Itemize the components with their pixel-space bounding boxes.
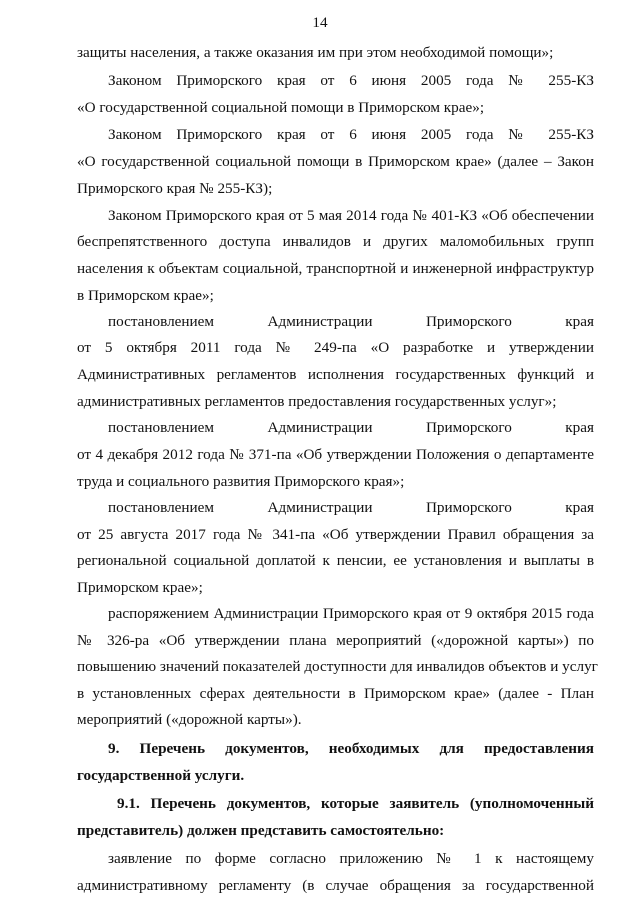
subsection-heading: представитель) должен представить самостоятельно: <box>77 822 445 839</box>
text-line: административных регламентов предоставления государственных услуг»; <box>77 393 557 410</box>
text-line: от 25 августа 2017 года № 341-па «Об утверждении Правил обращения за <box>77 526 594 543</box>
text-line: Законом Приморского края от 5 мая 2014 года № 401-КЗ «Об обеспечении <box>108 207 594 224</box>
text-line: в установленных сферах деятельности в Приморском крае» (далее - План <box>77 685 594 702</box>
text-line: Приморского края № 255-КЗ); <box>77 180 273 197</box>
text-line: беспрепятственного доступа инвалидов и других маломобильных групп <box>77 233 594 250</box>
text-line: административному регламенту (в случае обращения за государственной <box>77 877 594 894</box>
text-line: заявление по форме согласно приложению № 1 к настоящему <box>108 850 594 867</box>
text-line: постановлением Администрации Приморского края <box>108 499 594 516</box>
text-line: защиты населения, а также оказания им при этом необходимой помощи»; <box>77 44 554 61</box>
text-line: «О государственной социальной помощи в Приморском крае» (далее – Закон <box>77 153 594 170</box>
page-number: 14 <box>312 14 328 31</box>
text-line: Приморском крае»; <box>77 579 203 596</box>
text-line: от 4 декабря 2012 года № 371-па «Об утверждении Положения о департаменте <box>77 446 594 463</box>
subsection-heading: 9.1. Перечень документов, которые заявитель (уполномоченный <box>117 795 594 812</box>
text-line: Законом Приморского края от 6 июня 2005 года № 255-КЗ <box>108 72 594 89</box>
text-line: в Приморском крае»; <box>77 287 214 304</box>
text-line: труда и социального развития Приморского края»; <box>77 473 405 490</box>
text-line: Законом Приморского края от 6 июня 2005 года № 255-КЗ <box>108 126 594 143</box>
section-heading: 9. Перечень документов, необходимых для предоставления <box>108 740 594 757</box>
text-line: Административных регламентов исполнения государственных функций и <box>77 366 594 383</box>
text-line: от 5 октября 2011 года № 249-па «О разработке и утверждении <box>77 339 594 356</box>
text-line: «О государственной социальной помощи в Приморском крае»; <box>77 99 485 116</box>
text-line: повышению значений показателей доступности для инвалидов объектов и услуг <box>77 658 598 675</box>
text-line: распоряжением Администрации Приморского края от 9 октября 2015 года <box>108 605 594 622</box>
text-line: № 326-ра «Об утверждении плана мероприятий («дорожной карты») по <box>77 632 594 649</box>
text-line: региональной социальной доплатой к пенсии, ее установления и выплаты в <box>77 552 594 569</box>
section-heading: государственной услуги. <box>77 767 245 784</box>
text-line: постановлением Администрации Приморского края <box>108 313 594 330</box>
text-line: мероприятий («дорожной карты»). <box>77 711 302 728</box>
text-line: постановлением Администрации Приморского края <box>108 419 594 436</box>
text-line: населения к объектам социальной, транспортной и инженерной инфраструктур <box>77 260 594 277</box>
